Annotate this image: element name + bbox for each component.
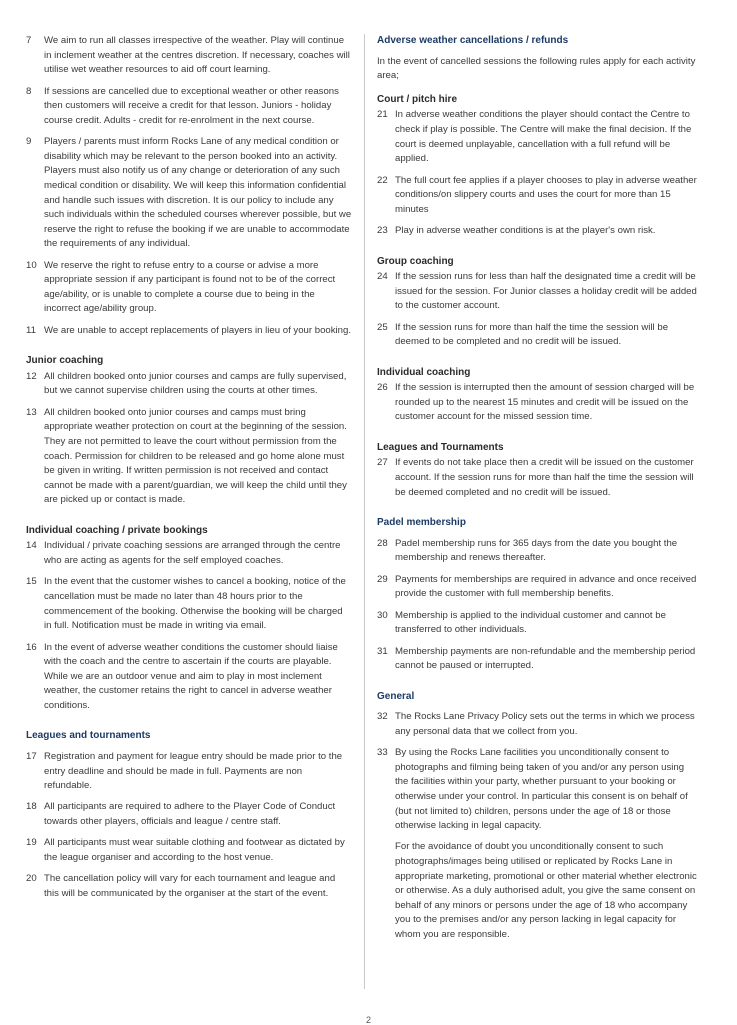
clause-item	[377, 710, 698, 739]
clause-text: The full court fee applies if a player chooses to play in adverse weather conditions/on slippery courts and uses the court for more than 15 minutes	[395, 174, 697, 215]
adverse-weather-heading: Adverse weather cancellations / refunds	[377, 35, 569, 46]
clause-number: 7	[26, 35, 32, 46]
clause-number: 26	[377, 382, 388, 394]
clause-text: Membership is applied to the individual customer and cannot be transferred to other individuals.	[395, 609, 666, 636]
individual-coaching-heading: Individual coaching	[377, 366, 471, 378]
clause-item	[377, 321, 698, 350]
clause-number: 10	[26, 259, 37, 271]
clause-list-general-classes	[26, 34, 352, 338]
clause-item	[377, 108, 698, 166]
clause-text: If sessions are cancelled due to exceptional weather or other reasons then customers will receive a credit for that lesson. Juniors - holiday course credit. Adults - credit for re-enrolment in the next course.	[44, 85, 339, 126]
clause-number: 24	[377, 271, 388, 283]
clause-number: 15	[26, 576, 37, 588]
clause-text: By using the Rocks Lane facilities you unconditionally consent to photographs and filming being taken of you and/or any person using the facilities within your party, whether pursuant to your booking or otherwise under your control. In particular this consent is on behalf of (but not limited to) children, persons under the age of 18 or those otherwise lacking in legal capacity.	[395, 747, 688, 832]
padel-membership-heading: Padel membership	[377, 517, 466, 529]
clause-item	[26, 836, 352, 865]
page-number: 2	[365, 1015, 371, 1025]
clause-text: The cancellation policy will vary for each tournament and league and this will be communicated by the organiser at the start of the event.	[44, 873, 336, 900]
clause-text: If events do not take place then a credit will be issued on the customer account. If the session runs for more than half the time the session will be deemed completed and no credit will be issued.	[395, 457, 694, 498]
clause-text: If the session runs for less than half the designated time a credit will be issued for the session. For Junior classes a holiday credit will be added to the customer account.	[395, 271, 697, 312]
clause-text: Payments for memberships are required in advance and once received provide the customer with full membership benefits.	[395, 573, 697, 600]
clause-list-private	[26, 539, 352, 713]
clause-text: Registration and payment for league entry should be made prior to the entry deadline and should be made in full. Payments are non refundable.	[44, 750, 343, 792]
clause-text: In adverse weather conditions the player should contact the Centre to check if play is possible. The Centre will make the final decision. If the court is deemed unplayable, cancellation with a full refund will be applied.	[395, 109, 692, 165]
clause-text: Play in adverse weather conditions is at the player's own risk.	[395, 225, 656, 237]
clause-item	[377, 609, 698, 638]
clause-text: Membership payments are non-refundable and the membership period cannot be paused or interrupted.	[395, 645, 696, 672]
clause-item	[26, 324, 352, 339]
clause-number: 32	[377, 711, 388, 723]
clause-item	[26, 641, 352, 714]
clause-list-lt	[377, 456, 698, 500]
clause-number: 22	[377, 174, 388, 186]
clause-number: 28	[377, 537, 388, 549]
clause-number: 21	[377, 109, 388, 121]
clause-text: All children booked onto junior courses and camps are fully supervised, but we cannot supervise children using the courts at other times.	[44, 370, 347, 397]
adverse-weather-intro: In the event of cancelled sessions the following rules apply for each activity area;	[377, 55, 696, 82]
clause-number: 13	[26, 406, 37, 418]
clause-text: Padel membership runs for 365 days from the date you bought the membership and renews thereafter.	[395, 537, 678, 564]
clause-item	[26, 872, 352, 901]
clause-text: All children booked onto junior courses and camps must bring appropriate weather protection on court at the beginning of the session. They are not permitted to leave the court without permission from the coach. Permission for children to be released and go home alone must be given in writing. If written permission is not received and contact cannot be made with a parent/guardian, we will keep the child until they are picked up or contact is made.	[44, 406, 347, 506]
clause-text: All participants must wear suitable clothing and footwear as dictated by the league organiser and according to the host venue.	[44, 837, 345, 864]
court-hire-heading: Court / pitch hire	[377, 93, 457, 105]
clause-text: In the event of adverse weather conditions the customer should liaise with the coach and the centre to ascertain if the courts are playable. While we are an outdoor venue and aim to play in most inclement weather, the customer retains the right to cancel in adverse weather conditions.	[44, 641, 338, 711]
clause-number: 27	[377, 457, 388, 469]
clause-text: All participants are required to adhere to the Player Code of Conduct towards other players, officials and league / centre staff.	[44, 801, 336, 828]
clause-item	[26, 370, 352, 399]
leagues-tournaments-heading: Leagues and tournaments	[26, 730, 151, 742]
consent-paragraph: For the avoidance of doubt you unconditionally consent to such photographs/images being utilised or replicated by Rocks Lane in appropriate marketing, promotional or other material whether electronic or otherwise. As a duly authorised adult, you give the same consent on behalf of any minors or persons under the age of 18 who accompany you to the premises and/or any person lacking in legal capacity for whom you are responsible.	[395, 841, 697, 941]
clause-list-general	[377, 710, 698, 834]
clause-number: 18	[26, 801, 37, 813]
clause-item	[26, 85, 352, 129]
private-bookings-heading: Individual coaching / private bookings	[26, 524, 208, 536]
clause-item	[377, 174, 698, 218]
clause-number: 25	[377, 321, 388, 333]
clause-list-individual	[377, 381, 698, 425]
clause-number: 16	[26, 641, 37, 653]
clause-text: The Rocks Lane Privacy Policy sets out the terms in which we process any personal data that we collect from you.	[395, 711, 695, 737]
clause-list-padel	[377, 537, 698, 674]
clause-item	[26, 575, 352, 633]
clause-item	[26, 34, 352, 78]
right-column	[377, 34, 698, 943]
clause-number: 31	[377, 645, 388, 657]
clause-list-court	[377, 108, 698, 238]
clause-item	[26, 406, 352, 508]
clause-number: 20	[26, 873, 37, 885]
clause-number: 30	[377, 609, 388, 621]
clause-item	[377, 270, 698, 314]
group-coaching-heading: Group coaching	[377, 255, 454, 267]
junior-coaching-heading: Junior coaching	[26, 355, 104, 367]
clause-number: 14	[26, 540, 37, 552]
clause-text: If the session is interrupted then the amount of session charged will be rounded up to the nearest 15 minutes and credit will be issued on the customer account for the missed session time.	[395, 382, 695, 423]
clause-number: 11	[26, 324, 36, 336]
clause-text: We aim to run all classes irrespective of the weather. Play will continue in inclement weather at the centres discretion. If necessary, coaches will utilise wet weather resources to aid off court learning.	[44, 35, 350, 76]
clause-text: Players / parents must inform Rocks Lane of any medical condition or disability which may be relevant to the person booked into an activity. Players must also notify us of any change or deterioration of any such medical condition or disability. We will keep this information confidential and handle such issues with discretion. It is our policy to include any such individuals within the scheduled courses wherever possible, but we reserve the right to refuse the booking if we are unable to accommodate the requirements of any individual.	[44, 136, 352, 250]
clause-list-leagues	[26, 750, 352, 902]
clause-number: 23	[377, 225, 388, 237]
clause-item	[26, 259, 352, 317]
clause-text: In the event that the customer wishes to cancel a booking, notice of the cancellation must be made no later than 48 hours prior to the commencement of the booking. Otherwise the booking will be charged in full. Notification must be made in writing via email.	[44, 576, 346, 632]
clause-text: We are unable to accept replacements of players in lieu of your booking.	[44, 324, 351, 336]
clause-item	[377, 381, 698, 425]
clause-text: Individual / private coaching sessions are arranged through the centre who are acting as agents for the self employed coaches.	[44, 540, 341, 566]
clause-number: 12	[26, 370, 37, 382]
clause-number: 9	[26, 136, 32, 148]
leagues-and-tournaments-heading: Leagues and Tournaments	[377, 441, 504, 453]
left-column	[26, 34, 352, 908]
clause-number: 29	[377, 573, 388, 585]
clause-item	[26, 750, 352, 794]
clause-item	[26, 539, 352, 568]
clause-list-group	[377, 270, 698, 350]
clause-text: If the session runs for more than half the time the session will be deemed to be completed and no credit will be issued.	[395, 321, 669, 348]
column-divider	[364, 34, 365, 989]
clause-item	[377, 537, 698, 566]
clause-item	[26, 135, 352, 252]
general-heading: General	[377, 690, 415, 702]
clause-number: 17	[26, 750, 37, 762]
clause-number: 8	[26, 85, 32, 97]
clause-item	[377, 224, 698, 239]
clause-item	[377, 746, 698, 834]
clause-item	[26, 800, 352, 829]
clause-item	[377, 456, 698, 500]
clause-number: 19	[26, 837, 37, 849]
clause-text: We reserve the right to refuse entry to a course or advise a more appropriate session if any participant is found not to be of the correct age/ability, or is unable to complete a course due to being in the incorrect age/ability group.	[44, 259, 336, 315]
clause-item	[377, 573, 698, 602]
clause-list-junior	[26, 370, 352, 508]
clause-number: 33	[377, 747, 388, 759]
clause-item	[377, 645, 698, 674]
